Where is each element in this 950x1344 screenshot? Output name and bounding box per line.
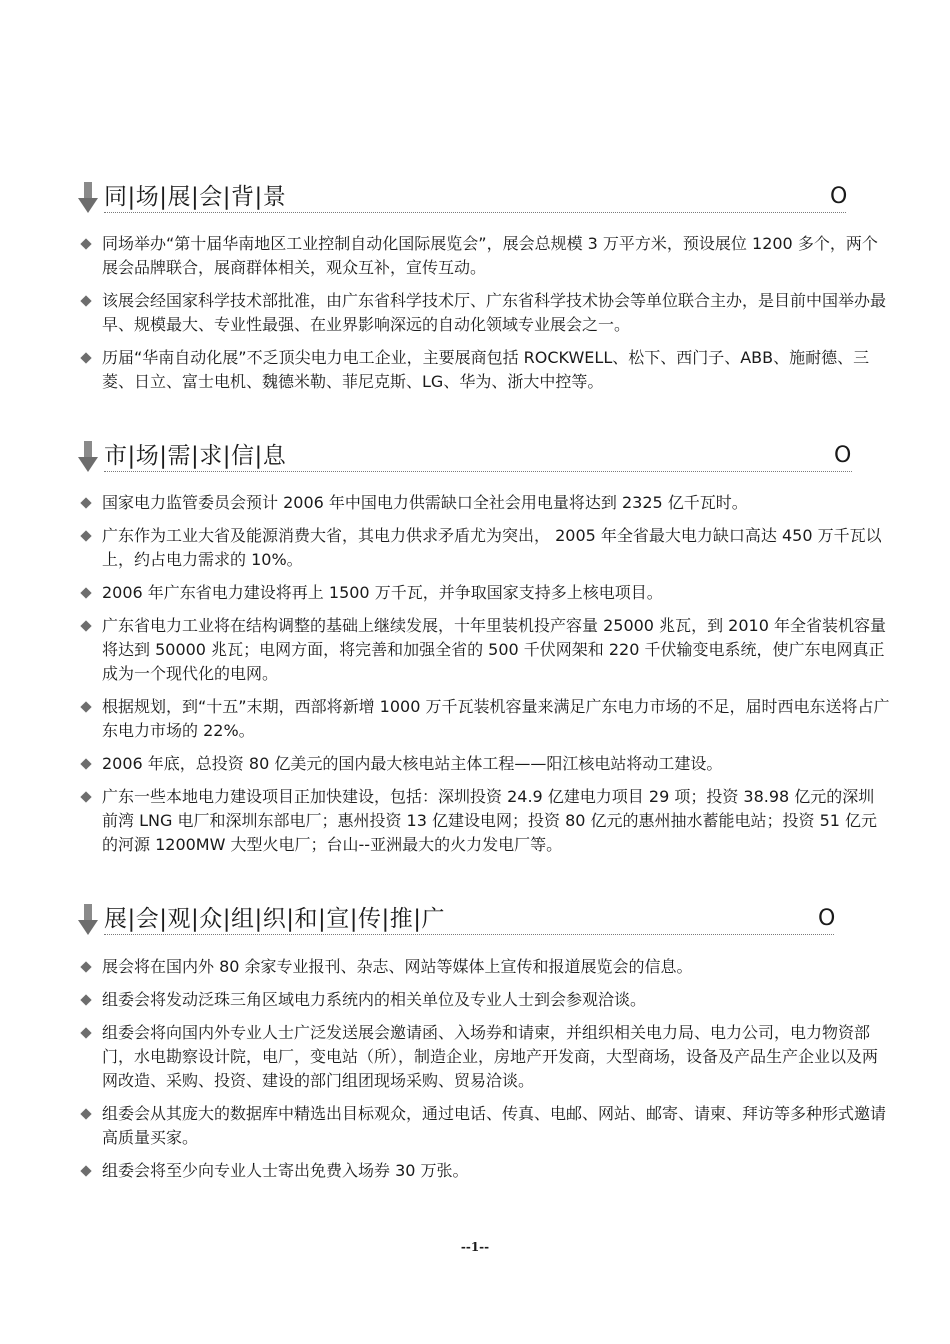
list-item: 组委会从其庞大的数据库中精选出目标观众，通过电话、传真、电邮、网站、邮寄、请柬、拜访等多种形式邀请高质量买家。 [80,1102,890,1150]
list-item: 组委会将向国内外专业人士广泛发送展会邀请函、入场券和请柬，并组织相关电力局、电力公司，电力物资部门，水电勘察设计院，电厂，变电站（所），制造企业，房地产开发商，大型商场，设备及产品生产企业以及两网改造、采购、投资、建设的部门组团现场采购、贸易洽谈。 [80,1021,890,1093]
bullet-list [80,955,890,1192]
bullet-list [80,491,890,866]
list-item: 组委会将至少向专业人士寄出免费入场券 30 万张。 [80,1159,890,1183]
diamond-bullet-icon [80,295,91,306]
diamond-bullet-icon [80,791,91,802]
list-item: 国家电力监管委员会预计 2006 年中国电力供需缺口全社会用电量将达到 2325 亿千瓦时。 [80,491,890,515]
list-item: 根据规划，到“十五”末期，西部将新增 1000 万千瓦装机容量来满足广东电力市场的不足，届时西电东送将占广东电力市场的 22%。 [80,695,890,743]
diamond-bullet-icon [80,497,91,508]
section-header [78,441,868,477]
dotted-rule [104,212,846,213]
page-number: --1-- [460,1240,490,1254]
section-mark: O [818,906,836,931]
dotted-rule [104,934,834,935]
list-item: 组委会将发动泛珠三角区域电力系统内的相关单位及专业人士到会参观洽谈。 [80,988,890,1012]
section-header [78,904,853,940]
diamond-bullet-icon [80,620,91,631]
list-item: 2006 年广东省电力建设将再上 1500 万千瓦，并争取国家支持多上核电项目。 [80,581,890,605]
list-item: 历届“华南自动化展”不乏顶尖电力电工企业，主要展商包括 ROCKWELL、松下、西门子、ABB、施耐德、三菱、日立、富士电机、魏德米勒、菲尼克斯、LG、华为、浙大中控等。 [80,346,890,394]
section-mark: O [834,443,852,468]
diamond-bullet-icon [80,530,91,541]
diamond-bullet-icon [80,238,91,249]
section-title: 市|场|需|求|信|息 [104,443,287,469]
list-item: 广东一些本地电力建设项目正加快建设，包括：深圳投资 24.9 亿建电力项目 29 项；投资 38.98 亿元的深圳前湾 LNG 电厂和深圳东部电厂；惠州投资 13 亿建设电网；投资 80 亿元的惠州抽水蓄能电站；投资 51 亿元的河源 1200MW 大型火电厂；台山--亚洲最大的火力发电厂等。 [80,785,890,857]
list-item: 2006 年底，总投资 80 亿美元的国内最大核电站主体工程——阳江核电站将动工建设。 [80,752,890,776]
section-title: 展|会|观|众|组|织|和|宣|传|推|广 [104,906,445,932]
diamond-bullet-icon [80,994,91,1005]
diamond-bullet-icon [80,758,91,769]
diamond-bullet-icon [80,1108,91,1119]
dotted-rule [104,471,852,472]
diamond-bullet-icon [80,352,91,363]
diamond-bullet-icon [80,587,91,598]
diamond-bullet-icon [80,1165,91,1176]
bullet-list [80,232,890,403]
list-item: 同场举办“第十届华南地区工业控制自动化国际展览会”，展会总规模 3 万平方米，预设展位 1200 多个，两个展会品牌联合，展商群体相关，观众互补，宣传互动。 [80,232,890,280]
down-arrow-icon [78,182,98,214]
diamond-bullet-icon [80,961,91,972]
down-arrow-icon [78,441,98,473]
list-item: 展会将在国内外 80 余家专业报刊、杂志、网站等媒体上宣传和报道展览会的信息。 [80,955,890,979]
section-title: 同|场|展|会|背|景 [104,184,287,210]
section-header [78,182,858,218]
list-item: 该展会经国家科学技术部批准，由广东省科学技术厅、广东省科学技术协会等单位联合主办，是目前中国举办最早、规模最大、专业性最强、在业界影响深远的自动化领域专业展会之一。 [80,289,890,337]
down-arrow-icon [78,904,98,936]
list-item: 广东作为工业大省及能源消费大省，其电力供求矛盾尤为突出， 2005 年全省最大电力缺口高达 450 万千瓦以上，约占电力需求的 10%。 [80,524,890,572]
list-item: 广东省电力工业将在结构调整的基础上继续发展，十年里装机投产容量 25000 兆瓦，到 2010 年全省装机容量将达到 50000 兆瓦；电网方面，将完善和加强全省的 500 千伏网架和 220 千伏输变电系统，使广东电网真正成为一个现代化的电网。 [80,614,890,686]
diamond-bullet-icon [80,701,91,712]
section-mark: O [830,184,848,209]
diamond-bullet-icon [80,1027,91,1038]
